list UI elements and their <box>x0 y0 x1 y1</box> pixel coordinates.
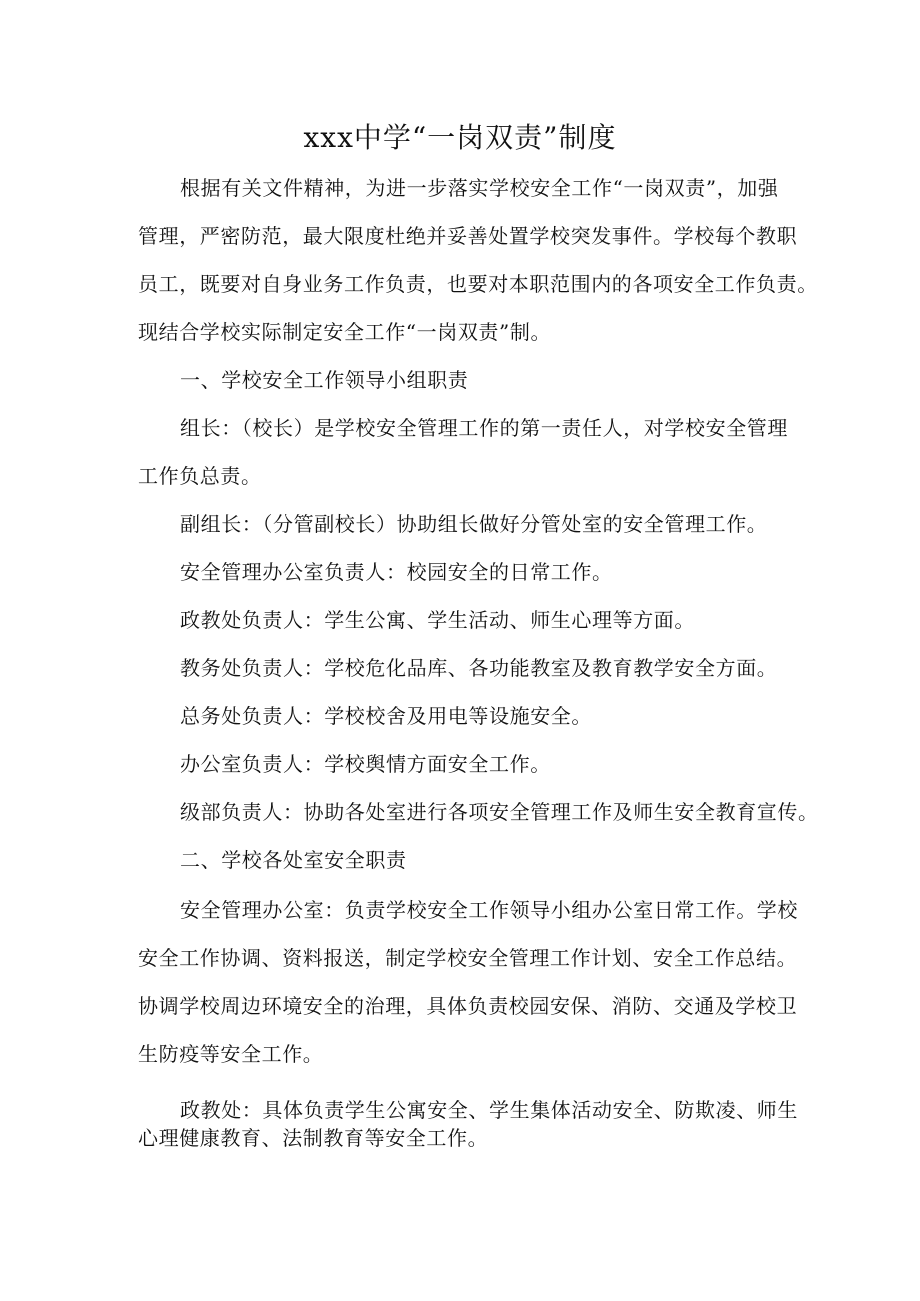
paragraph-line: 员工，既要对自身业务工作负责，也要对本职范围内的各项安全工作负责。 <box>138 272 818 296</box>
paragraph-line: 级部负责人：协助各处室进行各项安全管理工作及师生安全教育宣传。 <box>180 800 819 824</box>
paragraph-line: 副组长：（分管副校长）协助组长做好分管处室的安全管理工作。 <box>180 512 768 536</box>
paragraph-line: 政教处负责人：学生公寓、学生活动、师生心理等方面。 <box>180 608 695 632</box>
paragraph-line: 教务处负责人：学校危化品库、各功能教室及教育教学安全方面。 <box>180 656 778 680</box>
paragraph-line: 心理健康教育、法制教育等安全工作。 <box>138 1126 489 1150</box>
paragraph-line: 安全管理办公室：负责学校安全工作领导小组办公室日常工作。学校 <box>180 898 798 922</box>
section-heading: 二、学校各处室安全职责 <box>180 848 407 872</box>
paragraph-line: 工作负总责。 <box>138 464 262 488</box>
paragraph-line: 生防疫等安全工作。 <box>138 1042 324 1066</box>
paragraph-line: 安全工作协调、资料报送，制定学校安全管理工作计划、安全工作总结。 <box>138 946 798 970</box>
paragraph-line: 组长：（校长）是学校安全管理工作的第一责任人，对学校安全管理 <box>180 416 788 440</box>
document-title: xxx中学“一岗双责”制度 <box>303 121 617 154</box>
paragraph-line: 管理，严密防范，最大限度杜绝并妥善处置学校突发事件。学校每个教职 <box>138 224 798 248</box>
paragraph-line: 政教处：具体负责学生公寓安全、学生集体活动安全、防欺凌、师生 <box>180 1098 798 1122</box>
paragraph-line: 安全管理办公室负责人：校园安全的日常工作。 <box>180 560 613 584</box>
paragraph-line: 办公室负责人：学校舆情方面安全工作。 <box>180 752 551 776</box>
paragraph-line: 总务处负责人：学校校舍及用电等设施安全。 <box>180 704 592 728</box>
paragraph-line: 协调学校周边环境安全的治理，具体负责校园安保、消防、交通及学校卫 <box>138 994 798 1018</box>
paragraph-line: 现结合学校实际制定安全工作“一岗双责”制。 <box>138 320 552 344</box>
paragraph-line: 根据有关文件精神，为进一步落实学校安全工作“一岗双责”，加强 <box>180 176 779 200</box>
section-heading: 一、学校安全工作领导小组职责 <box>180 368 469 392</box>
